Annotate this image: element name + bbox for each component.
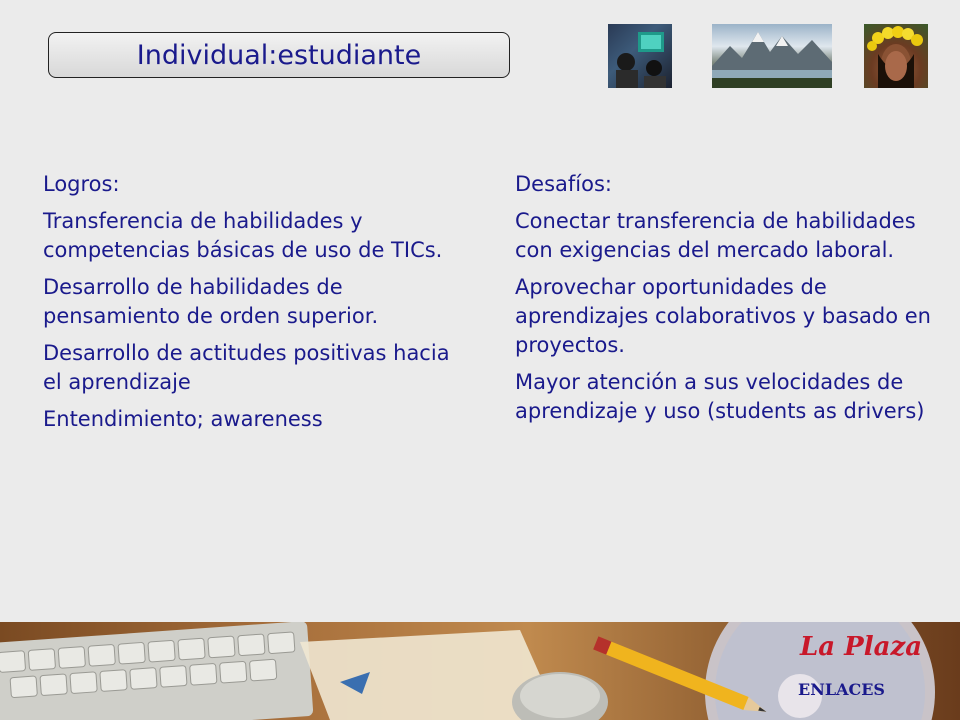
logros-item: Transferencia de habilidades y competencias básicas de uso de TICs. <box>43 209 443 262</box>
students-computer-photo <box>608 24 672 88</box>
desafios-item: Conectar transferencia de habilidades con exigencias del mercado laboral. <box>515 209 916 262</box>
slide-title-text: Individual:estudiante <box>136 39 422 71</box>
enlaces-logo-text: ENLACES <box>798 680 885 699</box>
mountain-landscape-photo <box>712 24 832 88</box>
logros-item: Desarrollo de actitudes positivas hacia el aprendizaje <box>43 341 450 394</box>
logros-item: Entendimiento; awareness <box>43 407 323 431</box>
logros-item: Desarrollo de habilidades de pensamiento de orden superior. <box>43 275 379 328</box>
desafios-item: Aprovechar oportunidades de aprendizajes colaborativos y basado en proyectos. <box>515 275 931 357</box>
slide-title <box>48 32 510 78</box>
desafios-item: Mayor atención a sus velocidades de aprendizaje y uso (students as drivers) <box>515 370 925 423</box>
laplaza-logo-text: La Plaza <box>800 632 923 662</box>
logros-heading: Logros: <box>43 172 120 196</box>
desk-footer-image <box>0 622 960 720</box>
logros-column <box>43 170 463 442</box>
keyboard-graphic <box>0 622 313 720</box>
woman-flower-crown-photo <box>864 24 928 88</box>
desafios-column <box>515 170 935 434</box>
desafios-heading: Desafíos: <box>515 172 612 196</box>
